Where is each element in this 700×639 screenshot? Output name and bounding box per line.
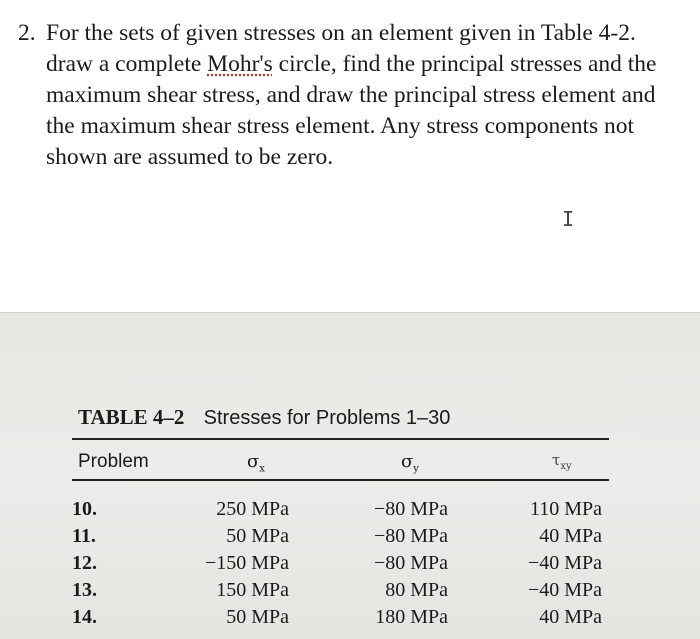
cell-problem: 12. — [72, 552, 97, 574]
sigma-x-subscript: x — [259, 463, 265, 475]
tau-xy-subscript: xy — [560, 461, 572, 472]
cell-problem: 13. — [72, 579, 97, 601]
cell-sigma-y: 80 MPa — [385, 579, 448, 601]
table-row — [0, 496, 700, 522]
table-caption: Stresses for Problems 1–30 — [203, 407, 451, 429]
question-text — [18, 18, 668, 173]
question-panel — [0, 0, 700, 313]
cell-sigma-x: 50 MPa — [226, 606, 289, 628]
cell-sigma-y: −80 MPa — [373, 552, 448, 574]
cell-problem: 14. — [72, 606, 97, 628]
table-row — [0, 577, 700, 603]
tau-xy-symbol: τ — [552, 451, 561, 469]
cell-sigma-y: −80 MPa — [373, 498, 448, 520]
header-sigma-y — [401, 451, 419, 475]
table-row — [0, 604, 700, 630]
cell-problem: 11. — [72, 525, 96, 547]
table-row — [0, 550, 700, 576]
question-text-part-2: circle, find the principal stresses and the maximum shear stress, and draw the principal stress element and the maximum shear stress element. Any stress components not shown are assumed to be zero. — [46, 51, 657, 170]
cell-sigma-x: −150 MPa — [204, 552, 289, 574]
cell-sigma-y: 180 MPa — [375, 606, 448, 628]
cell-sigma-x: 50 MPa — [226, 525, 289, 547]
sigma-y-subscript: y — [413, 463, 419, 475]
table-label: TABLE 4–2 — [78, 405, 185, 429]
cell-tau-xy: −40 MPa — [527, 552, 602, 574]
table-row — [0, 523, 700, 549]
sigma-y-symbol: σ — [401, 451, 414, 472]
header-problem: Problem — [78, 451, 149, 472]
table-top-rule — [72, 438, 609, 440]
question-body — [46, 18, 668, 173]
cell-sigma-y: −80 MPa — [373, 525, 448, 547]
cell-problem: 10. — [72, 498, 97, 520]
table-title — [78, 405, 450, 430]
sigma-x-symbol: σ — [247, 451, 260, 472]
question-number: 2. — [18, 20, 36, 46]
cell-tau-xy: 40 MPa — [539, 606, 602, 628]
text-cursor-icon: I — [562, 207, 575, 231]
table-header-rule — [72, 479, 609, 481]
cell-tau-xy: 110 MPa — [529, 498, 602, 520]
cell-tau-xy: 40 MPa — [539, 525, 602, 547]
cell-sigma-x: 150 MPa — [216, 579, 289, 601]
header-tau-xy — [552, 451, 572, 472]
header-sigma-x — [247, 451, 265, 475]
question-text-part-1: For the sets of given stresses on an element given in Table 4-2. draw a complete — [46, 20, 636, 77]
spellcheck-word-mohrs[interactable]: Mohr's — [207, 51, 273, 77]
cell-tau-xy: −40 MPa — [527, 579, 602, 601]
cell-sigma-x: 250 MPa — [216, 498, 289, 520]
